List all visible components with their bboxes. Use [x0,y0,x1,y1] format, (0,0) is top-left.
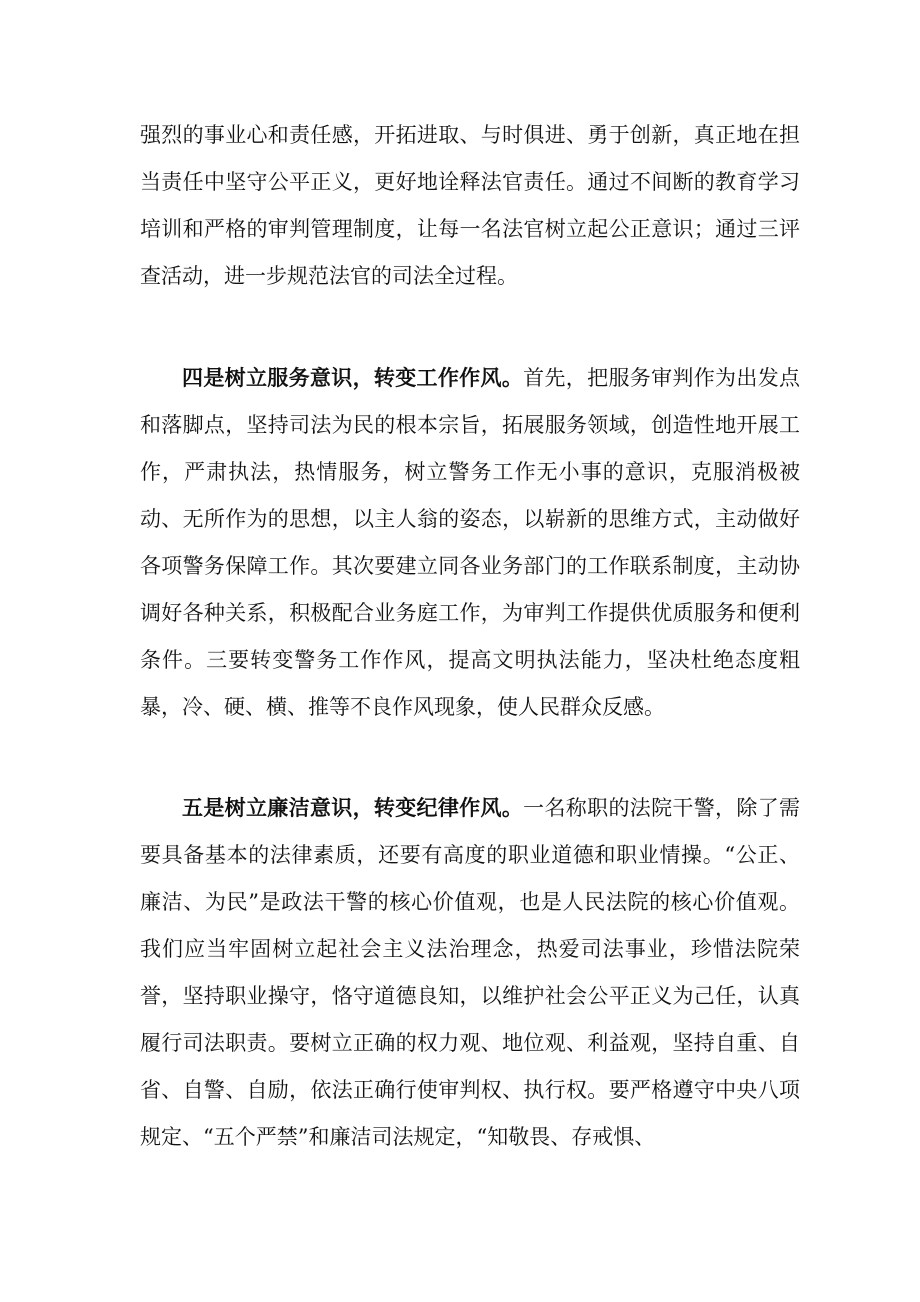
paragraph-body: 强烈的事业心和责任感，开拓进取、与时俱进、勇于创新，真正地在担当责任中坚守公平正义，更好地诠释法官责任。通过不间断的教育学习培训和严格的审判管理制度，让每一名法官树立起公正意识；通过三评查活动，进一步规范法官的司法全过程。 [140,123,800,288]
paragraph-lead: 五是树立廉洁意识，转变纪律作风。 [182,795,524,820]
paragraph-integrity-awareness [140,784,800,1161]
paragraph-body: 一名称职的法院干警，除了需要具备基本的法律素质，还要有高度的职业道德和职业情操。“公正、廉洁、为民”是政法干警的核心价值观，也是人民法院的核心价值观。我们应当牢固树立起社会主义法治理念，热爱司法事业，珍惜法院荣誉，坚持职业操守，恪守道德良知，以维护社会公平正义为己任，认真履行司法职责。要树立正确的权力观、地位观、利益观，坚持自重、自省、自警、自励，依法正确行使审判权、执行权。要严格遵守中央八项规定、“五个严禁”和廉洁司法规定，“知敬畏、存戒惧、 [140,796,801,1149]
paragraph-lead: 四是树立服务意识，转变工作作风。 [182,365,524,390]
paragraph-continuation [140,112,800,300]
paragraph-body: 首先，把服务审判作为出发点和落脚点，坚持司法为民的根本宗旨，拓展服务领域，创造性地开展工作，严肃执法，热情服务，树立警务工作无小事的意识，克服消极被动、无所作为的思想，以主人翁的姿态，以崭新的思维方式，主动做好各项警务保障工作。其次要建立同各业务部门的工作联系制度，主动协调好各种关系，积极配合业务庭工作，为审判工作提供优质服务和便利条件。三要转变警务工作作风，提高文明执法能力，坚决杜绝态度粗暴，冷、硬、横、推等不良作风现象，使人民群众反感。 [140,366,801,719]
paragraph-service-awareness [140,354,800,731]
